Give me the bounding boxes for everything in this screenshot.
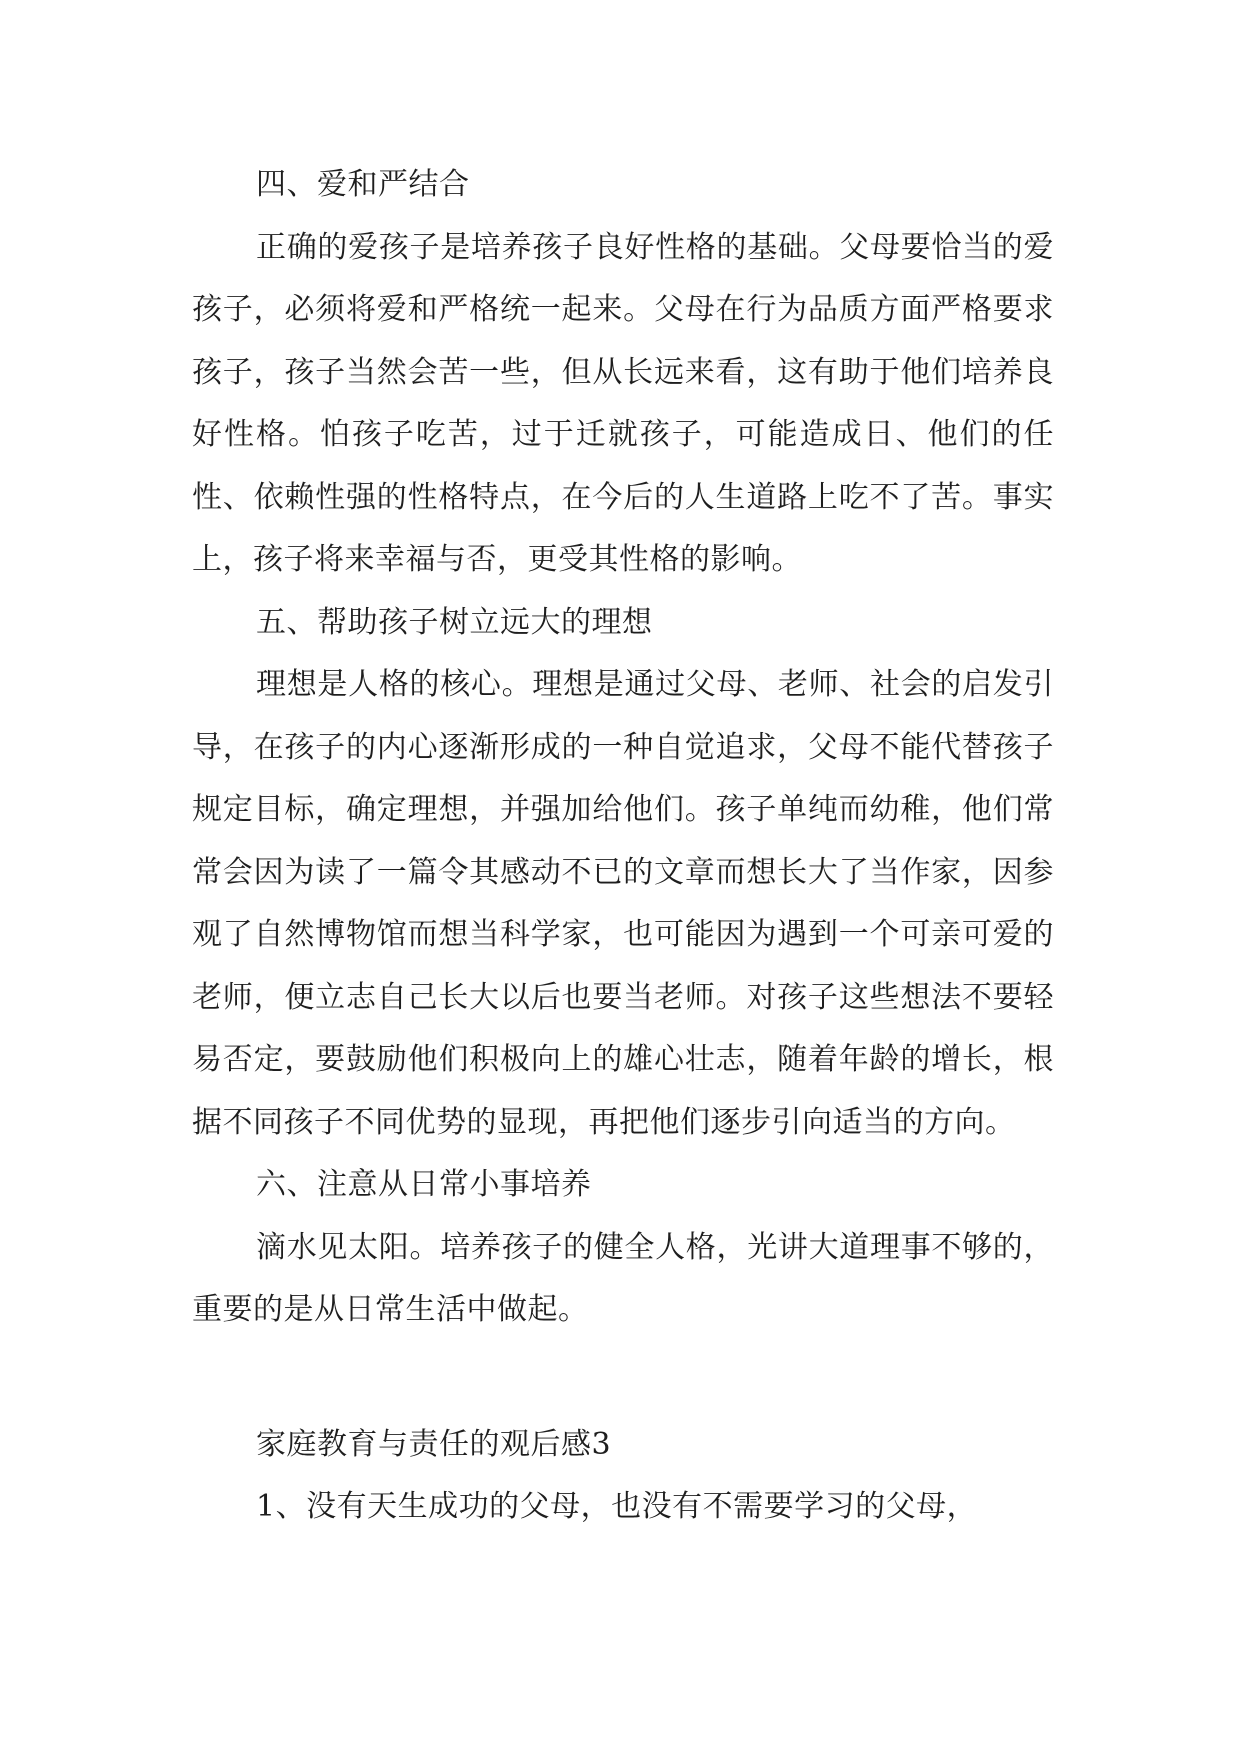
- article-title: 家庭教育与责任的观后感3: [256, 1426, 612, 1462]
- section-heading: 四、爱和严结合: [256, 167, 470, 202]
- section-heading: 六、注意从日常小事培养: [256, 1167, 592, 1202]
- section-heading: 五、帮助孩子树立远大的理想: [256, 604, 653, 640]
- section-paragraph: 理想是人格的核心。理想是通过父母、老师、社会的启发引导，在孩子的内心逐渐形成的一种自觉追求，父母不能代替孩子规定目标，确定理想，并强加给他们。孩子单纯而幼稚，他们常常会因为读了一篇令其感动不已的文章而想长大了当作家，因参观了自然博物馆而想当科学家，也可能因为遇到一个可亲可爱的老师，便立志自己长大以后也要当老师。对孩子这些想法不要轻易否定，要鼓励他们积极向上的雄心壮志，随着年龄的增长，根据不同孩子不同优势的显现，再把他们逐步引向适当的方向。: [192, 667, 1054, 1140]
- article-first-line: 1、没有天生成功的父母，也没有不需要学习的父母，: [256, 1489, 978, 1524]
- section-paragraph: 正确的爱孩子是培养孩子良好性格的基础。父母要恰当的爱孩子，必须将爱和严格统一起来。父母在行为品质方面严格要求孩子，孩子当然会苦一些，但从长远来看，这有助于他们培养良好性格。怕孩子吃苦，过于迁就孩子，可能造成日、他们的任性、依赖性强的性格特点，在今后的人生道路上吃不了苦。事实上，孩子将来幸福与否，更受其性格的影响。: [192, 229, 1054, 577]
- section-paragraph: 滴水见太阳。培养孩子的健全人格，光讲大道理事不够的，重要的是从日常生活中做起。: [192, 1229, 1054, 1327]
- document-body: [192, 154, 1054, 1539]
- section-spacer: [192, 1342, 1054, 1414]
